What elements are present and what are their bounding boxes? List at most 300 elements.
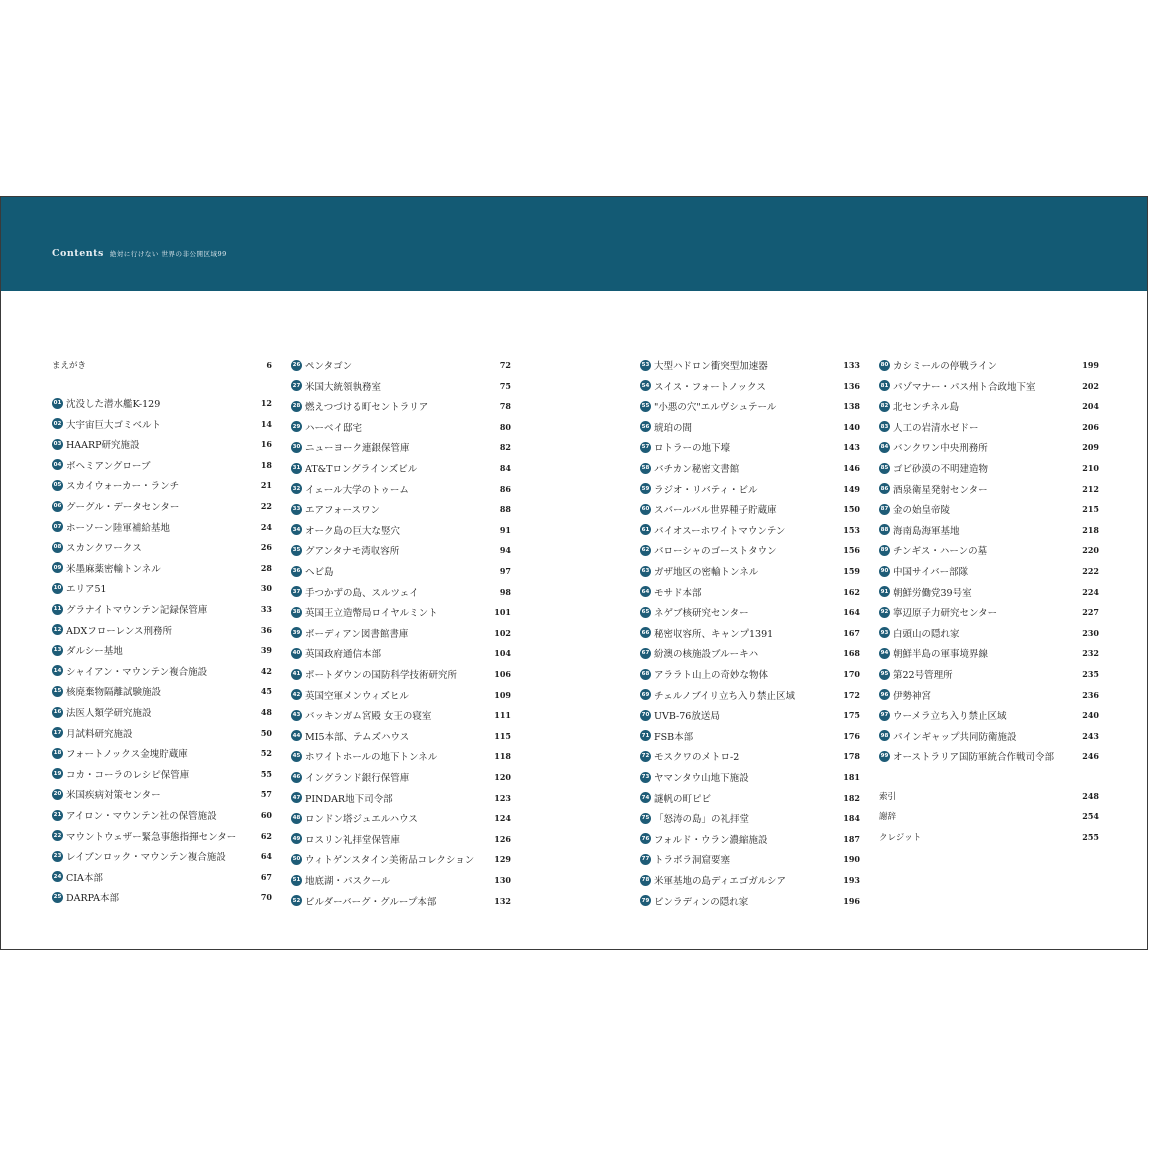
chapter-number-badge: 09 (52, 562, 63, 573)
page-number: 156 (843, 545, 860, 556)
toc-entry (52, 623, 272, 637)
chapter-number-badge: 71 (640, 730, 651, 741)
entry-title: ダルシー基地 (66, 646, 123, 658)
page-number: 204 (1082, 401, 1099, 412)
chapter-number-badge: 65 (640, 607, 651, 618)
entry-title: ヤマンタウ山地下施設 (654, 773, 749, 784)
toc-entry (52, 602, 272, 616)
chapter-number-badge: 44 (291, 730, 302, 741)
toc-entry (640, 482, 860, 496)
chapter-number-badge: 73 (640, 772, 651, 783)
page-number: 123 (494, 792, 511, 803)
page-number: 33 (260, 604, 272, 614)
chapter-number-badge: 28 (291, 401, 302, 412)
page-number: 84 (499, 463, 511, 473)
page-number: 140 (843, 421, 860, 432)
chapter-number-badge: 52 (291, 895, 302, 906)
page-number: 143 (843, 442, 860, 453)
page-number: 45 (260, 686, 272, 697)
chapter-number-badge: 34 (291, 524, 302, 535)
toc-entry (291, 420, 511, 434)
chapter-number-badge: 31 (291, 463, 302, 474)
entry-title: 謝辞 (879, 812, 897, 823)
toc-entry (291, 708, 511, 722)
chapter-number-badge: 12 (52, 624, 63, 635)
entry-title: DARPA本部 (66, 893, 120, 905)
chapter-number-badge: 46 (291, 772, 302, 783)
page-number: 153 (843, 524, 860, 535)
entry-title: スイス・フォートノックス (654, 381, 766, 393)
toc-entry (52, 437, 272, 451)
chapter-number-badge: 47 (291, 792, 302, 803)
chapter-number-badge: 51 (291, 875, 302, 886)
toc-entry (879, 420, 1099, 434)
header-title (52, 241, 227, 260)
page-number: 136 (843, 380, 860, 391)
entry-title: "小悪の穴"エルヴシュテール (654, 402, 777, 414)
chapter-number-badge: 54 (640, 380, 651, 391)
toc-entry (291, 626, 511, 640)
toc-entry (879, 626, 1099, 640)
toc-entry (640, 461, 860, 475)
toc-entry (52, 849, 272, 863)
chapter-number-badge: 15 (52, 686, 63, 697)
entry-title: 月試料研究施設 (66, 728, 133, 740)
chapter-number-badge: 11 (52, 604, 63, 615)
entry-title: アイロン・マウンテン社の保管施設 (66, 811, 217, 822)
entry-title: 金の始皇帝陵 (893, 505, 951, 517)
page-number: 21 (260, 480, 272, 491)
entry-title: HAARP研究施設 (66, 440, 140, 452)
toc-entry (291, 873, 511, 887)
toc-entry (640, 564, 860, 578)
chapter-number-badge: 43 (291, 710, 302, 721)
entry-title: 白頭山の隠れ家 (893, 628, 960, 640)
page-number: 170 (843, 669, 860, 679)
toc-entry (640, 688, 860, 702)
entry-title: バイオスーホワイトマウンテン (654, 525, 786, 537)
page-number: 111 (494, 710, 511, 721)
chapter-number-badge: 85 (879, 463, 890, 474)
entry-title: 北センチネル島 (893, 402, 960, 414)
chapter-number-badge: 87 (879, 504, 890, 515)
chapter-number-badge: 55 (640, 401, 651, 412)
toc-entry (879, 605, 1099, 619)
entry-title: ホワイトホールの地下トンネル (305, 752, 438, 764)
entry-title: まえがき (52, 361, 87, 371)
toc-entry (879, 585, 1099, 599)
entry-title: 第22号管理所 (893, 670, 953, 681)
entry-title: 手つかずの島、スルツェイ (305, 587, 419, 599)
chapter-number-badge: 39 (291, 627, 302, 638)
entry-title: シャイアン・マウンテン複合施設 (66, 666, 208, 678)
chapter-number-badge: 48 (291, 813, 302, 824)
page-number: 18 (260, 459, 272, 470)
chapter-number-badge: 56 (640, 421, 651, 432)
chapter-number-badge: 70 (640, 710, 651, 721)
page-number: 243 (1082, 730, 1099, 741)
entry-title: 大宇宙巨大ゴミベルト (66, 419, 162, 431)
entry-title: スカイウォーカー・ランチ (66, 481, 180, 493)
toc-entry-plain (879, 830, 1099, 844)
entry-title: ハーベイ邸宅 (305, 422, 363, 434)
toc-entry (52, 664, 272, 678)
chapter-number-badge: 79 (640, 895, 651, 906)
toc-entry (640, 729, 860, 743)
toc-entry (52, 478, 272, 492)
page-number: 210 (1082, 463, 1099, 473)
page-number: 133 (843, 360, 860, 370)
page-number: 236 (1082, 689, 1099, 700)
page-number: 215 (1082, 504, 1099, 515)
toc-entry (640, 646, 860, 660)
toc-entry (291, 564, 511, 578)
chapter-number-badge: 37 (291, 586, 302, 597)
page-number: 130 (494, 875, 511, 885)
chapter-number-badge: 96 (879, 689, 890, 700)
chapter-number-badge: 92 (879, 607, 890, 618)
toc-entry (291, 523, 511, 537)
toc-entry (879, 564, 1099, 578)
toc-entry (879, 440, 1099, 454)
page-number: 36 (260, 624, 272, 635)
toc-entry (640, 852, 860, 866)
chapter-number-badge: 29 (291, 421, 302, 432)
toc-entry (52, 890, 272, 904)
entry-title: MI5本部、テムズハウス (305, 731, 410, 743)
chapter-number-badge: 91 (879, 586, 890, 597)
page-number: 172 (843, 689, 860, 700)
chapter-number-badge: 38 (291, 607, 302, 618)
toc-entry (640, 667, 860, 681)
entry-title: バッキンガム宮殿 女王の寝室 (305, 711, 432, 723)
page-number: 104 (494, 648, 511, 659)
entry-title: ラジオ・リバティ・ビル (654, 484, 758, 496)
page-number: 55 (260, 768, 272, 779)
entry-title: 伊勢神宮 (893, 690, 932, 702)
toc-entry-plain (52, 358, 272, 372)
entry-title: 「怒涛の島」の礼拝堂 (654, 814, 750, 826)
entry-title: バンクワン中央刑務所 (893, 443, 988, 455)
page-number: 255 (1082, 831, 1099, 842)
page-number: 209 (1082, 442, 1099, 453)
chapter-number-badge: 06 (52, 501, 63, 512)
entry-title: ペンタゴン (305, 361, 353, 372)
entry-title: ヘビ島 (305, 567, 334, 578)
toc-entry (291, 502, 511, 516)
page-number: 235 (1082, 669, 1099, 679)
chapter-number-badge: 68 (640, 669, 651, 680)
entry-title: コカ・コーラのレシピ保管庫 (66, 769, 190, 781)
toc-entry (291, 543, 511, 557)
chapter-number-badge: 81 (879, 380, 890, 391)
toc-entry (52, 458, 272, 472)
page-number: 16 (260, 439, 272, 450)
page-number: 178 (843, 751, 860, 762)
toc-entry (52, 540, 272, 554)
page-number: 193 (843, 875, 860, 885)
page-number: 22 (260, 501, 272, 511)
entry-title: ロスリン礼拝堂保管庫 (305, 834, 401, 846)
toc-entry (291, 894, 511, 908)
page-number: 187 (843, 833, 860, 844)
entry-title: バローシャのゴーストタウン (654, 546, 777, 558)
chapter-number-badge: 33 (291, 504, 302, 515)
page-number: 60 (260, 810, 272, 820)
toc-entry (52, 705, 272, 719)
chapter-number-badge: 59 (640, 483, 651, 494)
page-number: 109 (494, 689, 511, 700)
toc-entry (52, 520, 272, 534)
toc-entry (52, 643, 272, 657)
page-number: 72 (499, 360, 511, 370)
page-number: 150 (843, 504, 860, 515)
entry-title: 英国空軍メンウィズヒル (305, 690, 409, 702)
page-number: 64 (260, 851, 272, 862)
entry-title: ビルダーバーグ・グループ本部 (305, 896, 437, 908)
entry-title: ガザ地区の密輸トンネル (654, 567, 759, 578)
chapter-number-badge: 05 (52, 480, 63, 491)
toc-entry (879, 482, 1099, 496)
chapter-number-badge: 62 (640, 545, 651, 556)
chapter-number-badge: 30 (291, 442, 302, 453)
page-number: 52 (260, 748, 272, 759)
chapter-number-badge: 97 (879, 710, 890, 721)
header-band (1, 197, 1147, 291)
toc-entry (52, 684, 272, 698)
page-number: 175 (843, 710, 860, 721)
entry-title: トラボラ洞窟要塞 (654, 855, 731, 867)
entry-title: ホーソーン陸軍補給基地 (66, 522, 170, 534)
page-number: 254 (1082, 811, 1099, 822)
toc-entry (291, 379, 511, 393)
entry-title: 琥珀の間 (654, 422, 693, 434)
chapter-number-badge: 98 (879, 730, 890, 741)
page-number: 190 (843, 854, 860, 865)
chapter-number-badge: 40 (291, 648, 302, 659)
entry-title: ポートダウンの国防科学技術研究所 (305, 670, 458, 681)
chapter-number-badge: 04 (52, 459, 63, 470)
chapter-number-badge: 78 (640, 875, 651, 886)
toc-entry (291, 811, 511, 825)
chapter-number-badge: 36 (291, 566, 302, 577)
chapter-number-badge: 07 (52, 521, 63, 532)
entry-title: 中国サイバー部隊 (893, 567, 969, 578)
page-number: 28 (260, 562, 272, 573)
page-number: 202 (1082, 380, 1099, 391)
chapter-number-badge: 57 (640, 442, 651, 453)
chapter-number-badge: 14 (52, 665, 63, 676)
toc-entry (291, 791, 511, 805)
page-number: 124 (494, 813, 511, 824)
entry-title: スカンクワークス (66, 543, 142, 555)
toc-entry (291, 729, 511, 743)
page-number: 212 (1082, 483, 1099, 494)
page-number: 97 (499, 566, 511, 576)
page-number: 50 (260, 727, 272, 738)
toc-entry (640, 832, 860, 846)
toc-entry (52, 829, 272, 843)
entry-title: ビンラディンの隠れ家 (654, 896, 749, 908)
entry-title: 紛澳の核施設ブルーキハ (654, 649, 759, 661)
entry-title: FSB本部 (654, 731, 694, 743)
page-number: 118 (494, 751, 511, 762)
toc-entry (291, 358, 511, 372)
entry-title: レイブンロック・マウンテン複合施設 (66, 852, 226, 864)
page-number: 57 (260, 789, 272, 800)
toc-entry (52, 417, 272, 431)
entry-title: グーグル・データセンター (66, 502, 180, 513)
entry-title: ロトラーの地下壕 (654, 443, 731, 455)
toc-entry (640, 358, 860, 372)
toc-entry (879, 399, 1099, 413)
page-number: 106 (494, 669, 511, 679)
toc-entry (640, 626, 860, 640)
entry-title: チンギス・ハーンの墓 (893, 546, 988, 558)
toc-entry (291, 832, 511, 846)
toc-entry (879, 379, 1099, 393)
toc-entry (291, 852, 511, 866)
entry-title: ニューヨーク連銀保管庫 (305, 443, 410, 455)
toc-entry (879, 708, 1099, 722)
chapter-number-badge: 64 (640, 586, 651, 597)
page-number: 67 (260, 871, 272, 882)
chapter-number-badge: 94 (879, 648, 890, 659)
entry-title: 酒泉衛星発射センター (893, 484, 988, 496)
chapter-number-badge: 08 (52, 542, 63, 553)
chapter-number-badge: 84 (879, 442, 890, 453)
entry-title: チェルノブイリ立ち入り禁止区域 (654, 690, 795, 702)
toc-entry (879, 729, 1099, 743)
toc-entry (640, 749, 860, 763)
page-number: 182 (843, 792, 860, 803)
chapter-number-badge: 02 (52, 418, 63, 429)
entry-title: 海南島海軍基地 (893, 525, 960, 537)
page-number: 181 (843, 772, 860, 782)
chapter-number-badge: 69 (640, 689, 651, 700)
chapter-number-badge: 19 (52, 768, 63, 779)
chapter-number-badge: 77 (640, 854, 651, 865)
chapter-number-badge: 72 (640, 751, 651, 762)
chapter-number-badge: 67 (640, 648, 651, 659)
toc-entry (291, 688, 511, 702)
page-number: 120 (494, 772, 511, 782)
chapter-number-badge: 26 (291, 360, 302, 371)
chapter-number-badge: 21 (52, 810, 63, 821)
toc-entry (291, 646, 511, 660)
toc-entry (291, 749, 511, 763)
page-number: 86 (499, 483, 511, 494)
toc-entry (879, 523, 1099, 537)
toc-entry (640, 708, 860, 722)
entry-title: オーク島の巨大な竪穴 (305, 525, 401, 537)
page-number: 220 (1082, 545, 1099, 556)
chapter-number-badge: 86 (879, 483, 890, 494)
toc-entry (879, 358, 1099, 372)
entry-title: オーストラリア国防軍統合作戦司令部 (893, 752, 1055, 764)
entry-title: 法医人類学研究施設 (66, 708, 152, 719)
chapter-number-badge: 17 (52, 727, 63, 738)
chapter-number-badge: 60 (640, 504, 651, 515)
entry-title: 米国疾病対策センター (66, 790, 161, 802)
page-number: 232 (1082, 648, 1099, 659)
entry-title: 寧辺原子力研究センター (893, 608, 998, 620)
chapter-number-badge: 82 (879, 401, 890, 412)
toc-entry (291, 585, 511, 599)
toc-entry (640, 502, 860, 516)
chapter-number-badge: 53 (640, 360, 651, 371)
chapter-number-badge: 76 (640, 833, 651, 844)
page-number: 102 (494, 627, 511, 638)
entry-title: CIA本部 (66, 872, 103, 884)
entry-title: 地底湖・パスクール (305, 876, 391, 887)
toc-entry (640, 420, 860, 434)
entry-title: エアフォースワン (305, 505, 381, 517)
toc-entry (640, 399, 860, 413)
chapter-number-badge: 95 (879, 669, 890, 680)
entry-title: パインギャップ共同防衛施設 (893, 731, 1017, 743)
toc-entry (640, 894, 860, 908)
toc-entry (52, 499, 272, 513)
chapter-number-badge: 32 (291, 483, 302, 494)
toc-entry (291, 440, 511, 454)
toc-entry (52, 581, 272, 595)
chapter-number-badge: 58 (640, 463, 651, 474)
chapter-number-badge: 45 (291, 751, 302, 762)
page-number: 94 (499, 545, 511, 556)
page-number: 246 (1082, 751, 1099, 762)
entry-title: PINDAR地下司令部 (305, 793, 393, 805)
entry-title: モスクワのメトロ-2 (654, 752, 740, 764)
entry-title: 沈没した潜水艦K-129 (66, 399, 161, 410)
toc-entry (52, 787, 272, 801)
entry-title: 米墨麻薬密輸トンネル (66, 563, 161, 575)
entry-title: マウントウェザー緊急事態指揮センター (66, 831, 237, 843)
contents-heading: Contents (52, 248, 104, 259)
page-number: 218 (1082, 524, 1099, 535)
chapter-number-badge: 01 (52, 398, 63, 409)
toc-entry (640, 440, 860, 454)
chapter-number-badge: 35 (291, 545, 302, 556)
page-number: 138 (843, 401, 860, 412)
chapter-number-badge: 88 (879, 524, 890, 535)
toc-entry (640, 585, 860, 599)
chapter-number-badge: 80 (879, 360, 890, 371)
toc-entry (879, 667, 1099, 681)
page-number: 82 (499, 442, 511, 453)
entry-title: グアンタナモ湾収容所 (305, 546, 400, 558)
page-number: 88 (499, 504, 511, 515)
toc-entry (291, 605, 511, 619)
page-number: 78 (499, 401, 511, 412)
entry-title: ウーメラ立ち入り禁止区域 (893, 711, 1007, 723)
toc-entry (879, 502, 1099, 516)
toc-entry (52, 396, 272, 410)
page-number: 196 (843, 895, 860, 906)
page-number: 101 (494, 607, 511, 618)
entry-title: イングランド銀行保管庫 (305, 773, 410, 784)
entry-title: モサド本部 (654, 587, 702, 599)
entry-title: カシミールの停戦ライン (893, 361, 998, 372)
toc-entry (640, 811, 860, 825)
page-number: 224 (1082, 586, 1099, 597)
toc-entry-plain (879, 789, 1099, 803)
chapter-number-badge: 83 (879, 421, 890, 432)
contents-spread (0, 196, 1148, 950)
page-number: 42 (260, 665, 272, 676)
toc-entry (640, 791, 860, 805)
chapter-number-badge: 18 (52, 748, 63, 759)
